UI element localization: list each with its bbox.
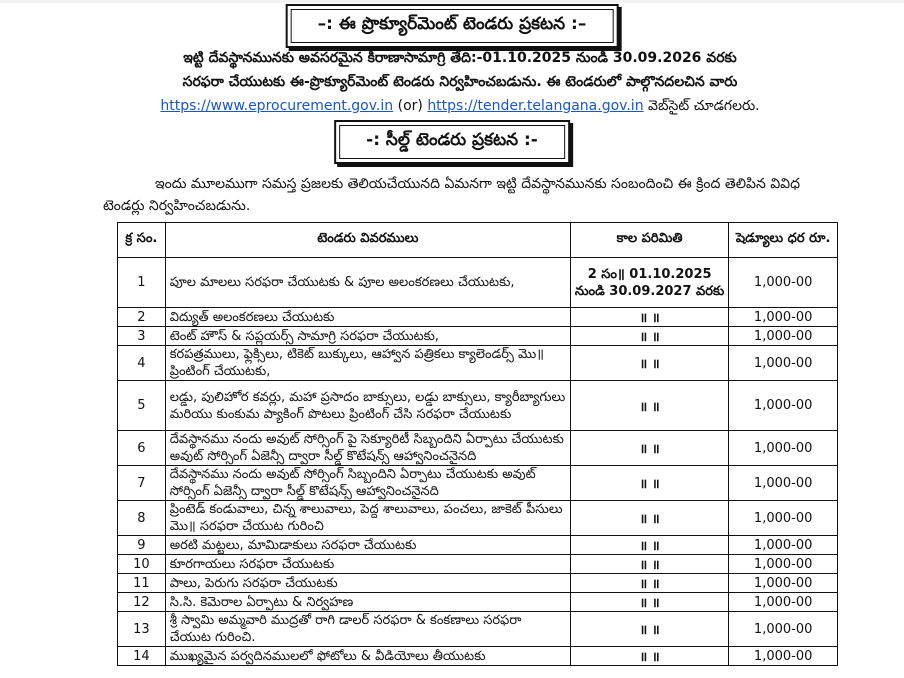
row-sno: 1 xyxy=(118,258,166,308)
row-sno: 9 xyxy=(118,536,166,555)
table-row xyxy=(118,574,838,593)
row-sno: 12 xyxy=(118,593,166,612)
table-row xyxy=(118,466,838,501)
row-period: ॥ ॥ xyxy=(570,501,728,536)
row-description: దేవస్థానము నందు అవుట్ సోర్సింగ్ సిబ్బందిని ఏర్పాటు చేయుటకు అవుట్ సోర్సింగ్ ఏజెన్సీ ద్వారా సీల్డ్ కొటేషన్స్ ఆహ్వానించనైనది xyxy=(165,466,570,501)
row-fee: 1,000-00 xyxy=(729,346,838,381)
row-period: ॥ ॥ xyxy=(570,346,728,381)
row-description: శ్రీ స్వామి అమ్మవారి ముద్రతో రాగి డాలర్ సరఫరా & కంకణాలు సరఫరా చేయుట గురించి. xyxy=(165,612,570,647)
table-row xyxy=(118,536,838,555)
row-period: ॥ ॥ xyxy=(570,612,728,647)
row-sno: 4 xyxy=(118,346,166,381)
row-fee: 1,000-00 xyxy=(729,574,838,593)
eprocurement-heading-box xyxy=(286,4,619,48)
row-period: ॥ ॥ xyxy=(570,381,728,431)
row-period: ॥ ॥ xyxy=(570,647,728,666)
eprocurement-line-1: ఇట్టి దేవస్థానమునకు అవసరమైన కిరాణాసామాగ్రి తేది:-01.10.2025 నుండి 30.09.2026 వరకు xyxy=(183,50,737,66)
table-row xyxy=(118,593,838,612)
row-fee: 1,000-00 xyxy=(729,536,838,555)
row-sno: 14 xyxy=(118,647,166,666)
row-fee: 1,000-00 xyxy=(729,593,838,612)
row-description: విద్యుత్ అలంకరణలు చేయుటకు xyxy=(165,308,570,327)
row-description: పాలు, పెరుగు సరఫరా చేయుటకు xyxy=(165,574,570,593)
row-description: అరటి మట్టలు, మామిడాకులు సరఫరా చేయుటకు xyxy=(165,536,570,555)
row-sno: 6 xyxy=(118,431,166,466)
row-sno: 11 xyxy=(118,574,166,593)
or-text: (or) xyxy=(397,98,423,114)
row-fee: 1,000-00 xyxy=(729,466,838,501)
row-description: కూరగాయలు సరఫరా చేయుటకు xyxy=(165,555,570,574)
eprocurement-notice xyxy=(100,46,820,118)
row-fee: 1,000-00 xyxy=(729,381,838,431)
table-row xyxy=(118,346,838,381)
table-row xyxy=(118,612,838,647)
table-row xyxy=(118,308,838,327)
row-sno: 2 xyxy=(118,308,166,327)
row-period: ॥ ॥ xyxy=(570,431,728,466)
row-description: లడ్డు, పులిహోర కవర్లు, మహా ప్రసాదం బాక్సులు, లడ్డు బాక్సులు, క్యారీబ్యాగులు మరియు కుంకుమ ప్యాకింగ్ పొటలు ప్రింటింగ్ చేసి సరఫరా చేయుటకు xyxy=(165,381,570,431)
row-period: ॥ ॥ xyxy=(570,574,728,593)
header-description: టెండరు వివరములు xyxy=(165,223,570,258)
sealed-tender-heading-box xyxy=(334,120,570,164)
table-row xyxy=(118,555,838,574)
sealed-tender-intro xyxy=(103,173,838,217)
eprocurement-links-line xyxy=(100,94,820,118)
row-sno: 7 xyxy=(118,466,166,501)
row-period: ॥ ॥ xyxy=(570,536,728,555)
row-fee: 1,000-00 xyxy=(729,431,838,466)
table-row xyxy=(118,327,838,346)
row-fee: 1,000-00 xyxy=(729,501,838,536)
header-sno: క్ర సం. xyxy=(118,223,166,258)
row-description: దేవస్థానము నందు అవుట్ సోర్సింగ్ పై సెక్యూరిటీ సిబ్బందిని ఏర్పాటు చేయుటకు అవుట్ సోర్సింగ్ ఏజెన్సీ ద్వారా సీల్డ్ కొటేషన్స్ ఆహ్వానించనైనది xyxy=(165,431,570,466)
eprocurement-heading: –: ఈ ప్రొక్యూర్‌మెంట్ టెండరు ప్రకటన :– xyxy=(291,9,614,43)
row-period: ॥ ॥ xyxy=(570,466,728,501)
row-fee: 1,000-00 xyxy=(729,308,838,327)
table-row xyxy=(118,258,838,308)
header-period: కాల పరిమితి xyxy=(570,223,728,258)
row-fee: 1,000-00 xyxy=(729,612,838,647)
row-period: ॥ ॥ xyxy=(570,555,728,574)
table-row xyxy=(118,431,838,466)
tender-telangana-link[interactable]: https://tender.telangana.gov.in xyxy=(427,98,644,114)
row-sno: 10 xyxy=(118,555,166,574)
website-suffix-text: వెబ్‌సైట్ చూడగలరు. xyxy=(648,98,760,114)
row-fee: 1,000-00 xyxy=(729,555,838,574)
tender-table xyxy=(117,222,838,666)
table-row xyxy=(118,647,838,666)
row-fee: 1,000-00 xyxy=(729,327,838,346)
table-row xyxy=(118,501,838,536)
row-description: పూల మాలలు సరఫరా చేయుటకు & పూల అలంకరణలు చేయుటకు, xyxy=(165,258,570,308)
row-sno: 8 xyxy=(118,501,166,536)
eprocurement-line-2: సరఫరా చేయుటకు ఈ-ప్రొక్యూర్‌మెంట్ టెండరు నిర్వహించబడును. ఈ టెండరులో పాల్గొనదలచిన వారు xyxy=(182,74,738,90)
row-period: ॥ ॥ xyxy=(570,327,728,346)
table-row xyxy=(118,381,838,431)
row-description: సి.సి. కెమెరాల ఏర్పాటు & నిర్వహణ xyxy=(165,593,570,612)
row-description: ప్రింటెడ్ కండువాలు, చిన్న శాలువాలు, పెద్ద శాలువాలు, పంచలు, జాకెట్ పీసులు మొ॥ సరఫరా చేయుట గురించి xyxy=(165,501,570,536)
row-fee: 1,000-00 xyxy=(729,647,838,666)
header-fee: షెడ్యూలు ధర రూ. xyxy=(729,223,838,258)
intro-text: ఇందు మూలముగా సమస్త ప్రజలకు తెలియచేయునది ఏమనగా ఇట్టి దేవస్థానమునకు సంబందించి ఈ క్రింద తెలిపిన వివిధ టెండర్లు నిర్వహించబడును. xyxy=(103,176,801,214)
row-sno: 13 xyxy=(118,612,166,647)
row-fee: 1,000-00 xyxy=(729,258,838,308)
row-description: టెంట్ హౌస్ & సప్లయర్స్ సామాగ్రి సరఫరా చేయుటకు, xyxy=(165,327,570,346)
row-description: కరపత్రములు, ఫ్లెక్సిలు, టికెట్ బుక్కులు, ఆహ్వాన పత్రికలు క్యాలెండర్స్ మొ॥ ప్రింటింగ్ చేయుటకు, xyxy=(165,346,570,381)
eprocurement-link[interactable]: https://www.eprocurement.gov.in xyxy=(160,98,394,114)
sealed-tender-heading: -: సీల్డ్ టెండరు ప్రకటన :- xyxy=(339,125,565,159)
row-period: ॥ ॥ xyxy=(570,593,728,612)
row-period: ॥ ॥ xyxy=(570,308,728,327)
top-border xyxy=(0,0,904,3)
table-header-row xyxy=(118,223,838,258)
row-description: ముఖ్యమైన పర్వదినములలో ఫోటోలు & వీడియోలు తీయుటకు xyxy=(165,647,570,666)
row-period: 2 సం॥ 01.10.2025 నుండి 30.09.2027 వరకు xyxy=(570,258,728,308)
row-sno: 3 xyxy=(118,327,166,346)
row-sno: 5 xyxy=(118,381,166,431)
